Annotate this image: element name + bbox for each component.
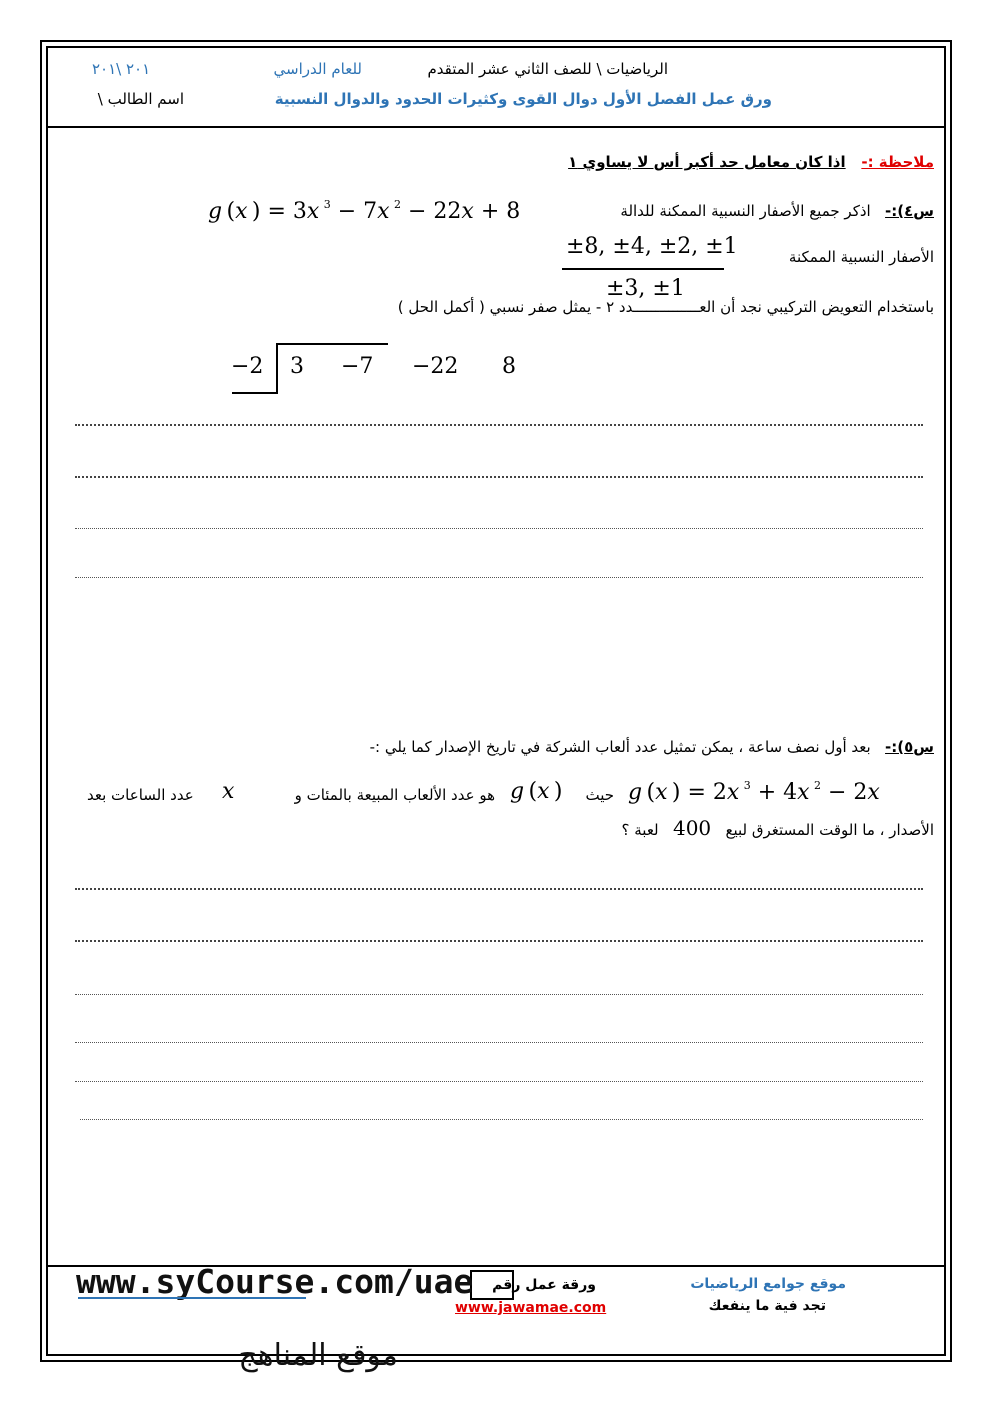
q4-label: س٤):- xyxy=(885,202,934,220)
synthetic-vertical-bar xyxy=(276,343,278,393)
header-divider xyxy=(46,126,946,128)
answer-line[interactable] xyxy=(75,994,923,995)
answer-line[interactable] xyxy=(75,888,923,890)
zeros-denominator: ±3, ±1 xyxy=(606,276,685,301)
synthetic-coeff: 3 xyxy=(290,354,304,379)
page-border-inner xyxy=(46,46,946,1356)
q5-line3 xyxy=(622,816,934,840)
zeros-numerator: ±8, ±4, ±2, ±1 xyxy=(566,234,738,259)
answer-line[interactable] xyxy=(75,528,923,529)
synthetic-coeff: −22 xyxy=(412,354,459,379)
header-year-label: للعام الدراسي xyxy=(273,60,362,78)
q5-number: 400 xyxy=(672,816,712,840)
q5-where: حيث xyxy=(585,786,614,804)
footer-site-name: موقع جوامع الرياضيات xyxy=(690,1276,846,1292)
footer-sheet-number: ورقة عمل رقم xyxy=(492,1277,596,1293)
footer-underline xyxy=(78,1297,306,1299)
answer-line[interactable] xyxy=(80,1119,923,1120)
synthetic-coeff: 8 xyxy=(502,354,516,379)
footer-url-link[interactable]: www.jawamae.com xyxy=(455,1300,607,1316)
sheet-number-box xyxy=(470,1270,514,1300)
q5-desc2: عدد الساعات بعد xyxy=(87,786,194,804)
q5-line xyxy=(370,738,934,756)
q4-instruction: باستخدام التعويض التركيبي نجد أن العـــــــــــــــدد ٢ - يمثل صفر نسبي ( أكمل الحل ) xyxy=(397,298,934,316)
note-label: ملاحظة :- xyxy=(861,153,934,171)
q4-line xyxy=(620,202,934,220)
q5-function: g (x ) = 2x $^3$ + 4x $^2$ − 2x xyxy=(628,779,880,805)
synthetic-bottom-bar xyxy=(232,392,278,394)
answer-line[interactable] xyxy=(75,940,923,942)
q5-g-symbol: g (x ) xyxy=(510,779,563,804)
watermark-url: www.syCourse.com/uae xyxy=(76,1262,474,1301)
q5-question-end: لعبة ؟ xyxy=(621,821,659,839)
q5-desc1: هو عدد الألعاب المبيعة بالمئات و xyxy=(294,786,495,804)
note-line xyxy=(568,153,934,171)
q4-text: اذكر جميع الأصفار النسبية الممكنة للدالة xyxy=(620,202,871,220)
synthetic-divisor: −2 xyxy=(231,354,264,379)
answer-line[interactable] xyxy=(75,577,923,578)
answer-line[interactable] xyxy=(75,476,923,478)
synthetic-top-bar xyxy=(276,343,388,345)
q4-function: g (x ) = 3x $^3$ − 7x $^2$ − 22x + 8 xyxy=(208,198,521,224)
header-year: ٢٠١ \٢٠١ xyxy=(92,60,151,78)
possible-zeros-label: الأصفار النسبية الممكنة xyxy=(788,248,934,266)
answer-line[interactable] xyxy=(75,1042,923,1043)
answer-line[interactable] xyxy=(75,1081,923,1082)
fraction-bar xyxy=(562,268,724,270)
answer-line[interactable] xyxy=(75,424,923,426)
footer-slogan: تجد فية ما ينفعك xyxy=(708,1298,826,1314)
q5-label: س٥):- xyxy=(885,738,934,756)
worksheet-title: ورق عمل الفصل الأول دوال القوى وكثيرات الحدود والدوال النسبية xyxy=(274,90,772,108)
student-name-label: اسم الطالب \ xyxy=(97,90,184,108)
q5-question: الأصدار ، ما الوقت المستغرق لبيع xyxy=(725,821,934,839)
synthetic-coeff: −7 xyxy=(341,354,374,379)
note-text: اذا كان معامل حد أكبر أس لا يساوي ١ xyxy=(568,153,846,171)
watermark-arabic: موقع المناهج xyxy=(238,1338,398,1373)
q5-x-symbol: x xyxy=(222,779,235,804)
header-subject: الرياضيات \ للصف الثاني عشر المتقدم xyxy=(427,60,668,78)
q5-text: بعد أول نصف ساعة ، يمكن تمثيل عدد ألعاب الشركة في تاريخ الإصدار كما يلي :- xyxy=(369,738,871,756)
